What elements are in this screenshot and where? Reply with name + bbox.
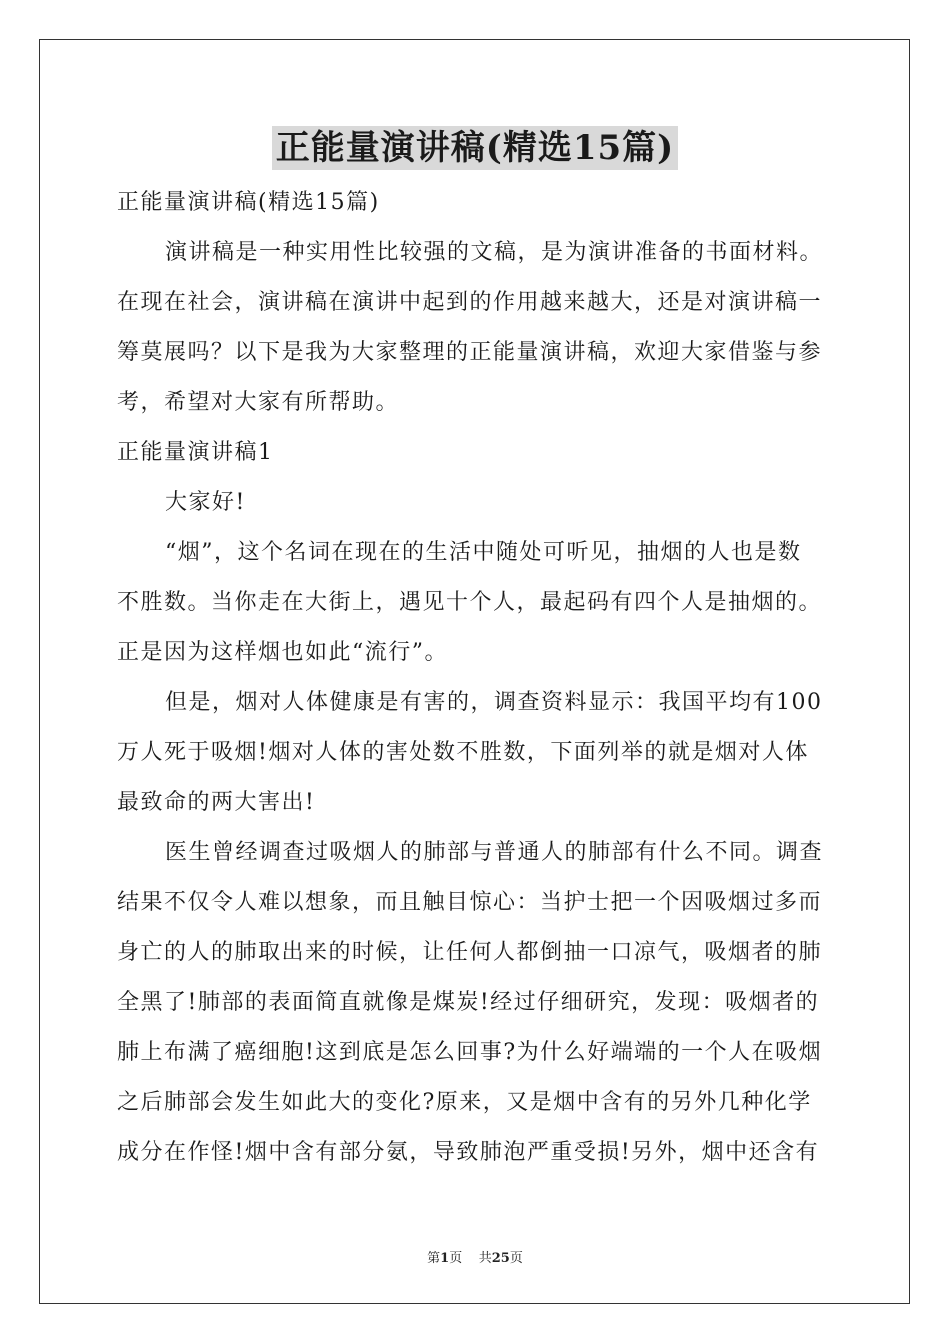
body-line: 全黑了!肺部的表面简直就像是煤炭!经过仔细研究，发现：吸烟者的: [117, 990, 820, 1015]
body-line: 结果不仅令人难以想象，而且触目惊心：当护士把一个因吸烟过多而: [117, 890, 823, 915]
body-line: 正是因为这样烟也如此“流行”。: [117, 640, 448, 665]
section-heading: 正能量演讲稿1: [117, 440, 274, 465]
page-number-prefix: 第: [427, 1251, 441, 1266]
total-pages: 25: [491, 1251, 510, 1266]
body-line: 肺上布满了癌细胞!这到底是怎么回事?为什么好端端的一个人在吸烟: [117, 1040, 823, 1065]
page-number: 1: [440, 1251, 450, 1266]
body-line: 医生曾经调查过吸烟人的肺部与普通人的肺部有什么不同。调查: [165, 840, 824, 865]
body-line: 但是，烟对人体健康是有害的，调查资料显示：我国平均有100: [165, 690, 823, 715]
total-pages-suffix: 页: [509, 1251, 523, 1266]
page-footer: [0, 1247, 950, 1266]
document-body: [117, 178, 835, 1178]
body-line: 在现在社会，演讲稿在演讲中起到的作用越来越大，还是对演讲稿一: [117, 290, 823, 315]
body-line: 大家好!: [165, 490, 246, 515]
page-number-suffix: 页: [449, 1251, 463, 1266]
body-line: “烟”，这个名词在现在的生活中随处可听见，抽烟的人也是数: [165, 540, 802, 565]
body-line: 万人死于吸烟!烟对人体的害处数不胜数，下面列举的就是烟对人体: [117, 740, 809, 765]
body-line: 最致命的两大害出!: [117, 790, 316, 815]
total-pages-prefix: 共: [478, 1251, 492, 1266]
body-line: 演讲稿是一种实用性比较强的文稿，是为演讲准备的书面材料。: [165, 240, 824, 265]
title-container: [0, 126, 950, 170]
document-subtitle: 正能量演讲稿(精选15篇): [117, 190, 380, 215]
body-line: 身亡的人的肺取出来的时候，让任何人都倒抽一口凉气，吸烟者的肺: [117, 940, 823, 965]
body-line: 之后肺部会发生如此大的变化?原来，又是烟中含有的另外几种化学: [117, 1090, 812, 1115]
body-line: 考，希望对大家有所帮助。: [117, 390, 400, 415]
body-line: 成分在作怪!烟中含有部分氨，导致肺泡严重受损!另外，烟中还含有: [117, 1140, 820, 1165]
document-title: 正能量演讲稿(精选15篇): [272, 126, 679, 170]
body-line: 筹莫展吗？以下是我为大家整理的正能量演讲稿，欢迎大家借鉴与参: [117, 340, 823, 365]
body-line: 不胜数。当你走在大街上，遇见十个人，最起码有四个人是抽烟的。: [117, 590, 823, 615]
